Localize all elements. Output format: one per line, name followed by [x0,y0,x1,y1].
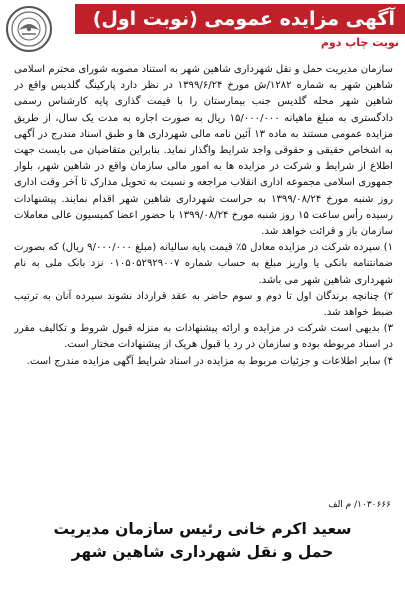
notice-header [0,0,405,60]
emblem-icon [10,10,48,48]
signature-line-2: حمل و نقل شهرداری شاهین شهر [71,543,334,561]
intro-paragraph: سازمان مدیریت حمل و نقل شهرداری شاهین شهر به استناد مصوبه شورای محترم اسلامی شاهین شهر به شماره ۱۲۸۲/ش مورخ ۱۳۹۹/۶/۲۴ در نظر دارد پارکینگ گلدیس واقع در شاهین شهر محله گلدیس جنب بیمارستان را با قیمت گذاری پایه کارشناس رسمی دادگستری به مبلغ ماهیانه ۱۵/۰۰۰/۰۰۰ ریال به صورت اجاره به مدت یک سال، از طریق مزایده عمومی مستند به ماده ۱۳ آئین نامه مالی شهرداری ها و طبق اسناد مندرج در آگهی به اشخاص حقیقی و حقوقی واجد شرایط واگذار نماید. بنابراین متقاضیان می بایست جهت اطلاع از شرایط و شرکت در مزایده ها به امور مالی سازمان واقع در شاهین شهر، بلوار جمهوری اسلامی مجموعه اداری انقلاب مراجعه و نسبت به تحویل مدارک تا آخر وقت اداری روز شنبه مورخ ۱۳۹۹/۰۸/۲۴ به حراست شهرداری شاهین شهر اقدام نمایند. پیشنهادات رسیده رأس ساعت ۱۵ روز شنبه مورخ ۱۳۹۹/۰۸/۲۴ با حضور اعضا کمیسیون عالی معاملات سازمان باز و قرائت خواهد شد. [14,64,393,238]
print-round-label: نوبت چاپ دوم [320,36,399,49]
signature-line-1: سعید اکرم خانی رئیس سازمان مدیریت [53,520,352,538]
reference-number: ۱۰۳۰۶۶۶/ م الف [328,500,391,510]
condition-3: ۳) بدیهی است شرکت در مزایده و ارائه پیشنهادات به منزله قبول شروط و تکالیف مقرر در اسناد مربوطه بوده و سازمان در رد یا قبول هریک از پیشنهادات مختار است. [14,323,393,351]
signature-block [10,518,395,564]
condition-2: ۲) چنانچه برندگان اول تا دوم و سوم حاضر به عقد قرارداد نشوند سپرده آنان به ترتیب ضبط خواهد شد. [14,290,393,319]
notice-title: آگهی مزایده عمومی (نوبت اول) [75,4,405,34]
condition-1: ۱) سپرده شرکت در مزایده معادل ۵٪ قیمت پایه سالیانه (مبلغ ۹/۰۰۰/۰۰۰ ریال) که بصورت ضمانتنامه بانکی یا واریز مبلغ به حساب شماره ۰۱۰۵۰۵۲۹۲۹۰۰۷ نزد بانک ملی به نام شهرداری شاهین شهر می باشد. [14,242,393,286]
organization-logo [6,6,52,52]
notice-body [14,62,393,492]
condition-4: ۴) سایر اطلاعات و جزئیات مربوط به مزایده در اسناد شرایط آگهی مزایده مندرج است. [26,355,393,367]
